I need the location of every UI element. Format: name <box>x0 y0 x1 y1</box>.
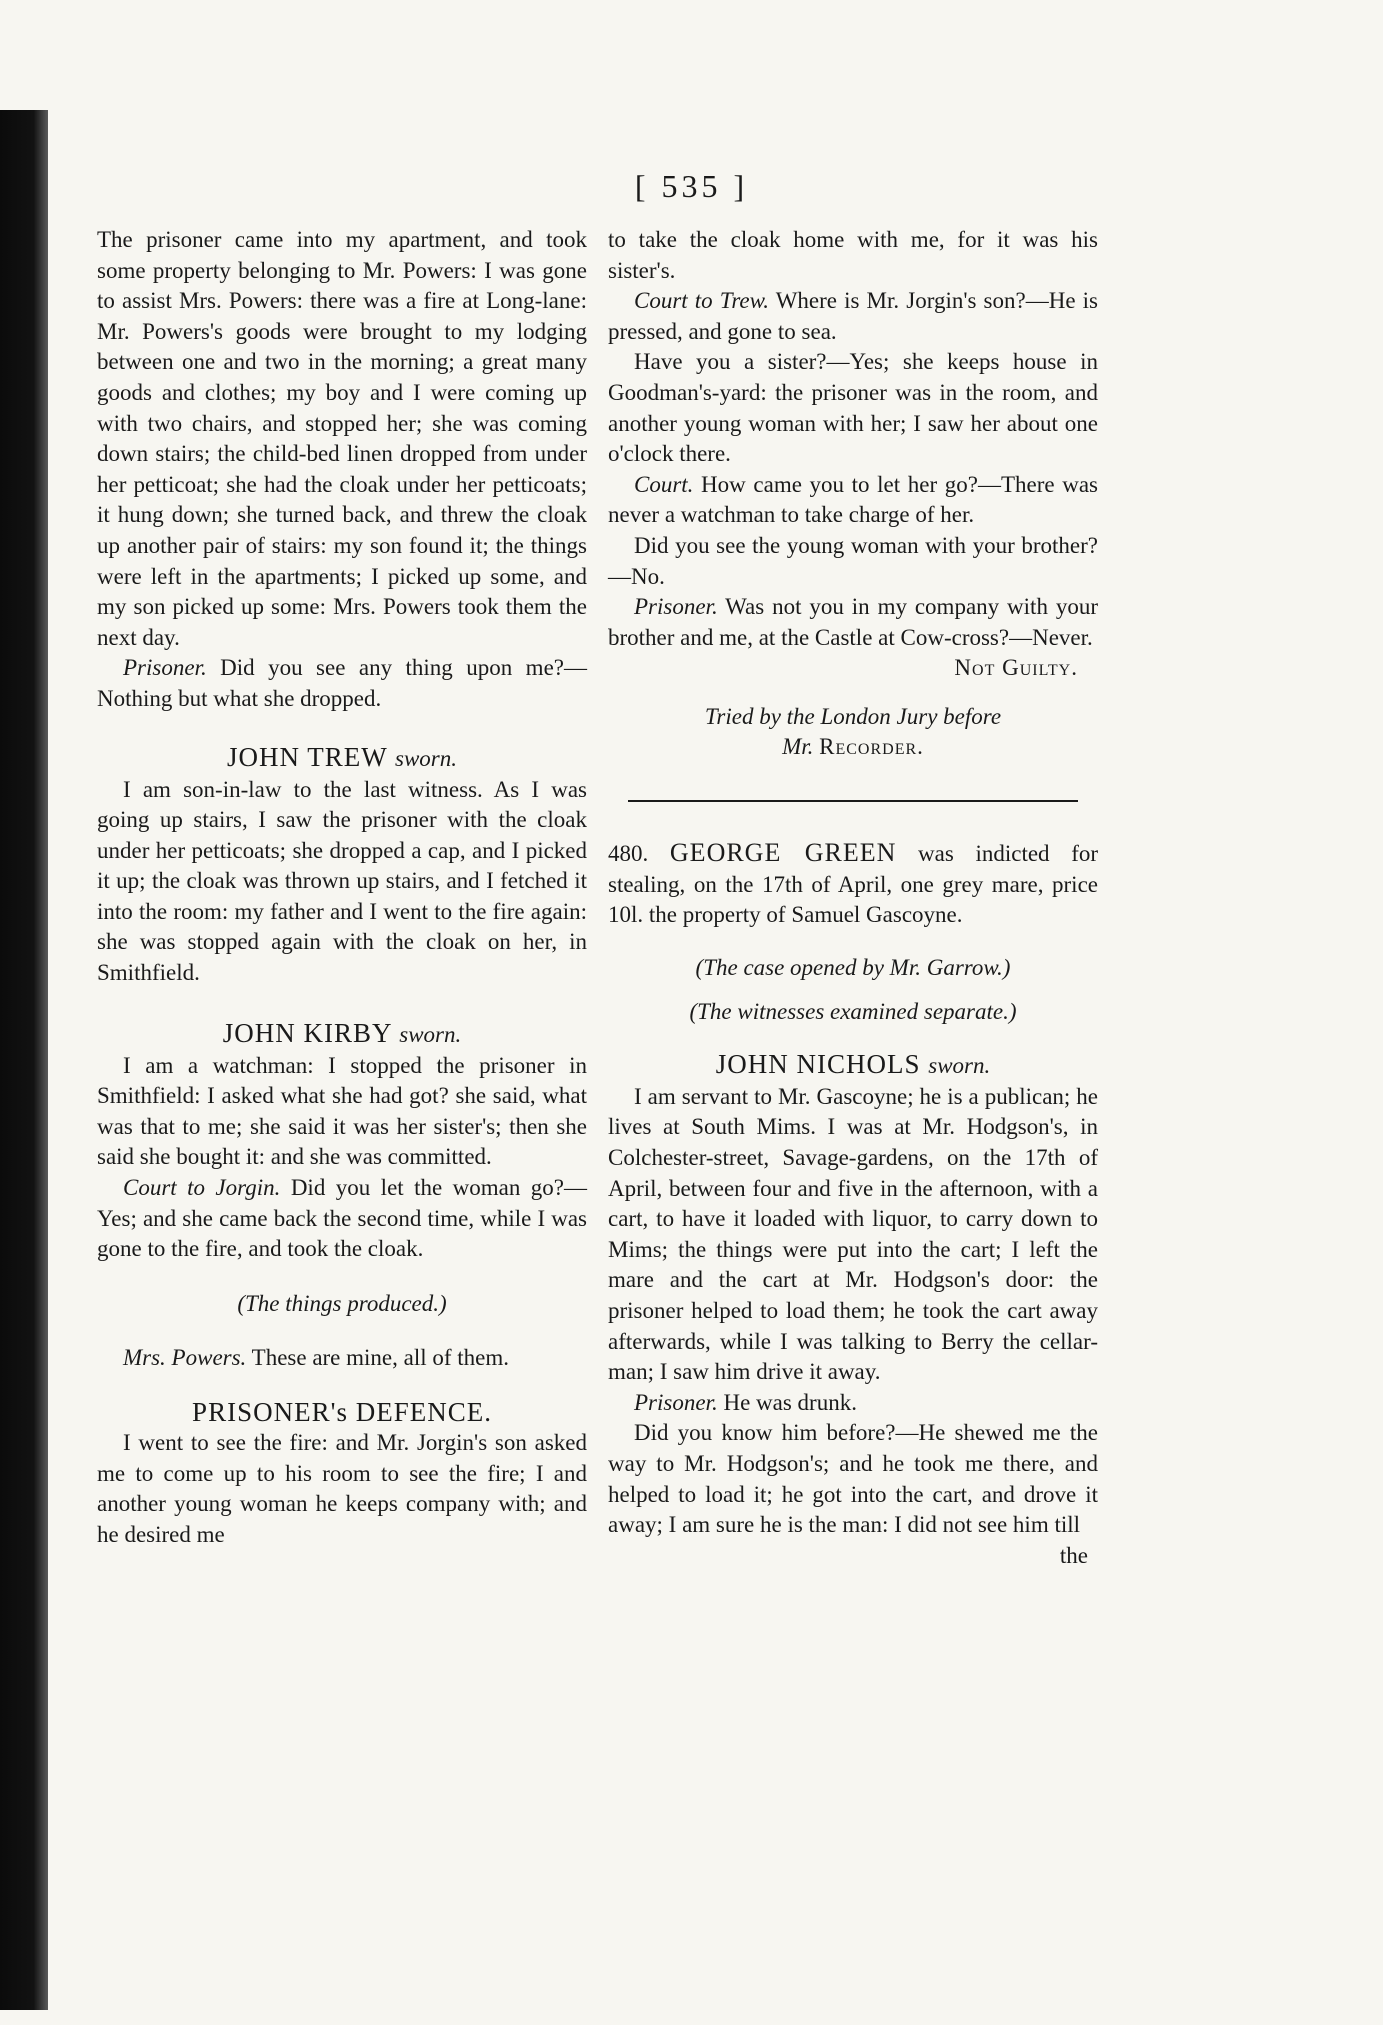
paragraph <box>608 1418 1098 1540</box>
case-paragraph <box>608 838 1098 931</box>
paragraph <box>608 225 1098 286</box>
paragraph <box>608 1388 1098 1419</box>
witness-name: JOHN KIRBY <box>222 1017 392 1048</box>
paragraph <box>97 653 587 714</box>
paragraph-text: I am son-in-law to the last witness. As I was going up stairs, I saw the prisoner with the cloak under her petticoats; she dropped a cap, and I picked it up; the cloak was thrown up stairs, and I fetched it into the room: my father and I went to the fire again: she was stopped again with the cloak on her, in Smithfield. <box>97 776 587 986</box>
paragraph-text: He was drunk. <box>717 1389 857 1415</box>
sworn-label: sworn. <box>928 1052 991 1078</box>
case-number: 480. <box>608 840 670 866</box>
stage-note: (The witnesses examined separate.) <box>689 999 1017 1025</box>
paragraph-text: I am a watchman: I stopped the prisoner in Smithfield: I asked what she had got? she said, what was that to me; she said it was her sister's; then she said she bought it: and she was committed. <box>97 1052 587 1170</box>
paragraph-text: Did you see the young woman with your brother?—No. <box>608 532 1098 589</box>
book-spine-shadow <box>0 110 48 2010</box>
paragraph <box>97 1173 587 1265</box>
paragraph-text: Was not you in my company with your brother and me, at the Castle at Cow-cross?—Never. <box>608 594 1098 650</box>
tried-line: Tried by the London Jury before <box>704 703 1002 729</box>
speaker: Prisoner. <box>634 1389 718 1415</box>
section-rule <box>628 800 1079 802</box>
witness-heading <box>608 1048 1098 1082</box>
speaker: Prisoner. <box>634 594 718 620</box>
paragraph <box>608 286 1098 347</box>
paragraph-text: to take the cloak home with me, for it was his sister's. <box>608 227 1098 283</box>
paragraph <box>97 225 587 653</box>
sworn-label: sworn. <box>399 1021 462 1047</box>
stage-note: (The things produced.) <box>237 1290 447 1316</box>
paragraph <box>608 592 1098 653</box>
paragraph-text: Have you a sister?—Yes; she keeps house in Goodman's-yard: the prisoner was in the room, and another young woman with her; I saw her about one o'clock there. <box>608 349 1098 467</box>
speaker: Prisoner. <box>123 655 207 681</box>
paragraph <box>97 1051 587 1173</box>
paragraph <box>97 775 587 989</box>
paragraph-text: was indicted for stealing, on the 17th of April, one grey mare, price 10l. the property of Samuel Gascoyne. <box>608 840 1099 928</box>
witness-heading <box>97 1017 587 1051</box>
paragraph <box>608 470 1098 531</box>
paragraph-text: Where is Mr. Jorgin's son?—He is pressed, and gone to sea. <box>608 288 1098 344</box>
paragraph-text: How came you to let her go?—There was never a watchman to take charge of her. <box>608 471 1098 528</box>
paragraph <box>608 531 1098 592</box>
paragraph-text: Did you see any thing upon me?—Nothing but what she dropped. <box>97 655 587 711</box>
paragraph-text: I went to see the fire: and Mr. Jorgin's son asked me to come up to his room to see the fire; I and another young woman he keeps company with; and he desired me <box>97 1430 587 1547</box>
paragraph <box>97 1428 587 1550</box>
witness-name: JOHN NICHOLS <box>715 1048 921 1079</box>
left-column <box>97 225 587 1550</box>
witness-name: JOHN TREW <box>226 741 388 772</box>
paragraph-text: These are mine, all of them. <box>246 1345 510 1371</box>
defence-heading: PRISONER's DEFENCE. <box>192 1397 492 1427</box>
paragraph-text: I am servant to Mr. Gascoyne; he is a publican; he lives at South Mims. I was at Mr. Hodgson's, in Colchester-street, Savage-gardens, on the 17th of April, between four and five in the afternoon, with a cart, to have it loaded with liquor, to carry down to Mims; the things were put into the cart; I left the mare and the cart at Mr. Hodgson's door: the prisoner helped to load them; he took the cart away afterwards, while I was talking to Berry the cellar-man; I saw him drive it away. <box>608 1083 1098 1385</box>
speaker: Court to Trew. <box>634 288 770 314</box>
page-number: [ 535 ] <box>634 168 749 204</box>
paragraph-text: The prisoner came into my apartment, and took some property belonging to Mr. Powers: I was gone to assist Mrs. Powers: there was a fire at Long-lane: Mr. Powers's goods were brought to my lodging between one and two in the morning; a great many goods and clothes; my boy and I were coming up with two chairs, and stopped her; she was coming down stairs; the child-bed linen dropped from under her petticoat; she had the cloak under her petticoats; it hung down; she turned back, and threw the cloak up another pair of stairs: my son found it; the things were left in the apartments; I picked up some, and my son picked up some: Mrs. Powers took them the next day. <box>97 227 587 650</box>
tried-line <box>608 732 1098 762</box>
tried-by-note <box>608 702 1098 762</box>
sworn-label: sworn. <box>395 745 457 771</box>
paragraph-text: Did you know him before?—He shewed me the way to Mr. Hodgson's; and he took me there, and helped to load it; he got into the cart, and drove it away; I am sure he is the man: I did not see him till <box>608 1420 1098 1538</box>
paragraph-text: Did you let the woman go?—Yes; and she came back the second time, while I was gone to the fire, and took the cloak. <box>97 1175 587 1262</box>
defendant-name: GEORGE GREEN <box>669 837 897 867</box>
paragraph <box>608 347 1098 469</box>
speaker: Court. <box>634 471 694 497</box>
speaker: Mrs. Powers. <box>123 1345 247 1371</box>
speaker: Court to Jorgin. <box>123 1175 281 1201</box>
catchword: the <box>1059 1542 1088 1568</box>
tried-name: Recorder. <box>819 733 924 759</box>
verdict: Not Guilty. <box>954 655 1078 681</box>
witness-heading <box>97 741 587 775</box>
paragraph <box>97 1343 587 1374</box>
stage-note: (The case opened by Mr. Garrow.) <box>695 954 1011 980</box>
tried-prefix: Mr. <box>782 733 820 759</box>
right-column <box>608 225 1098 1571</box>
paragraph <box>608 1082 1098 1388</box>
